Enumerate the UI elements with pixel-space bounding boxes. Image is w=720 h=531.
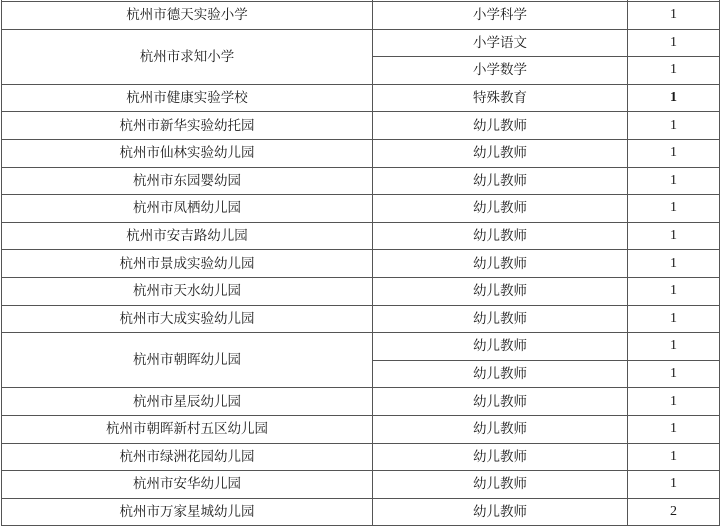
subject-cell: 特殊教育 (373, 84, 628, 112)
count-cell: 1 (628, 57, 720, 85)
count-cell: 1 (628, 222, 720, 250)
count-cell: 1 (628, 167, 720, 195)
count-cell: 1 (628, 277, 720, 305)
subject-cell: 幼儿教师 (373, 415, 628, 443)
count-cell: 1 (628, 471, 720, 499)
school-cell: 杭州市仙林实验幼儿园 (2, 139, 373, 167)
school-cell: 杭州市安华幼儿园 (2, 471, 373, 499)
table-row (2, 222, 720, 250)
table-row (2, 498, 720, 526)
subject-cell: 幼儿教师 (373, 305, 628, 333)
count-cell: 1 (628, 2, 720, 30)
subject-cell: 小学语文 (373, 29, 628, 57)
table-row (2, 415, 720, 443)
table-row (2, 167, 720, 195)
subject-cell: 幼儿教师 (373, 250, 628, 278)
count-cell: 1 (628, 443, 720, 471)
subject-cell: 幼儿教师 (373, 195, 628, 223)
subject-cell: 幼儿教师 (373, 388, 628, 416)
table-row (2, 139, 720, 167)
subject-cell: 幼儿教师 (373, 471, 628, 499)
count-cell: 1 (628, 360, 720, 388)
school-cell: 杭州市朝晖幼儿园 (2, 333, 373, 388)
school-cell: 杭州市东园婴幼园 (2, 167, 373, 195)
recruitment-table (1, 0, 720, 526)
table-row (2, 471, 720, 499)
school-cell: 杭州市朝晖新村五区幼儿园 (2, 415, 373, 443)
count-cell: 1 (628, 333, 720, 361)
school-cell: 杭州市健康实验学校 (2, 84, 373, 112)
school-cell: 杭州市星辰幼儿园 (2, 388, 373, 416)
subject-cell: 幼儿教师 (373, 333, 628, 361)
table-row (2, 443, 720, 471)
subject-cell: 幼儿教师 (373, 167, 628, 195)
table-row (2, 29, 720, 57)
table-row (2, 388, 720, 416)
count-cell: 2 (628, 498, 720, 526)
count-cell: 1 (628, 29, 720, 57)
count-cell: 1 (628, 388, 720, 416)
subject-cell: 幼儿教师 (373, 443, 628, 471)
school-cell: 杭州市万家星城幼儿园 (2, 498, 373, 526)
school-cell: 杭州市大成实验幼儿园 (2, 305, 373, 333)
count-cell: 1 (628, 195, 720, 223)
table-row (2, 2, 720, 30)
school-cell: 杭州市凤栖幼儿园 (2, 195, 373, 223)
school-cell: 杭州市德天实验小学 (2, 2, 373, 30)
subject-cell: 小学科学 (373, 2, 628, 30)
table-row (2, 333, 720, 361)
count-cell: 1 (628, 415, 720, 443)
subject-cell: 幼儿教师 (373, 498, 628, 526)
count-cell: 1 (628, 139, 720, 167)
table-row (2, 84, 720, 112)
school-cell: 杭州市景成实验幼儿园 (2, 250, 373, 278)
school-cell: 杭州市天水幼儿园 (2, 277, 373, 305)
count-cell: 1 (628, 305, 720, 333)
table-row (2, 112, 720, 140)
table-row (2, 305, 720, 333)
table-row (2, 195, 720, 223)
school-cell: 杭州市绿洲花园幼儿园 (2, 443, 373, 471)
subject-cell: 幼儿教师 (373, 222, 628, 250)
subject-cell: 幼儿教师 (373, 360, 628, 388)
table-row (2, 277, 720, 305)
count-cell: 1 (628, 250, 720, 278)
subject-cell: 幼儿教师 (373, 139, 628, 167)
school-cell: 杭州市安吉路幼儿园 (2, 222, 373, 250)
subject-cell: 幼儿教师 (373, 112, 628, 140)
subject-cell: 幼儿教师 (373, 277, 628, 305)
table-row (2, 250, 720, 278)
count-cell: 1 (628, 84, 720, 112)
school-cell: 杭州市求知小学 (2, 29, 373, 84)
subject-cell: 小学数学 (373, 57, 628, 85)
count-cell: 1 (628, 112, 720, 140)
school-cell: 杭州市新华实验幼托园 (2, 112, 373, 140)
